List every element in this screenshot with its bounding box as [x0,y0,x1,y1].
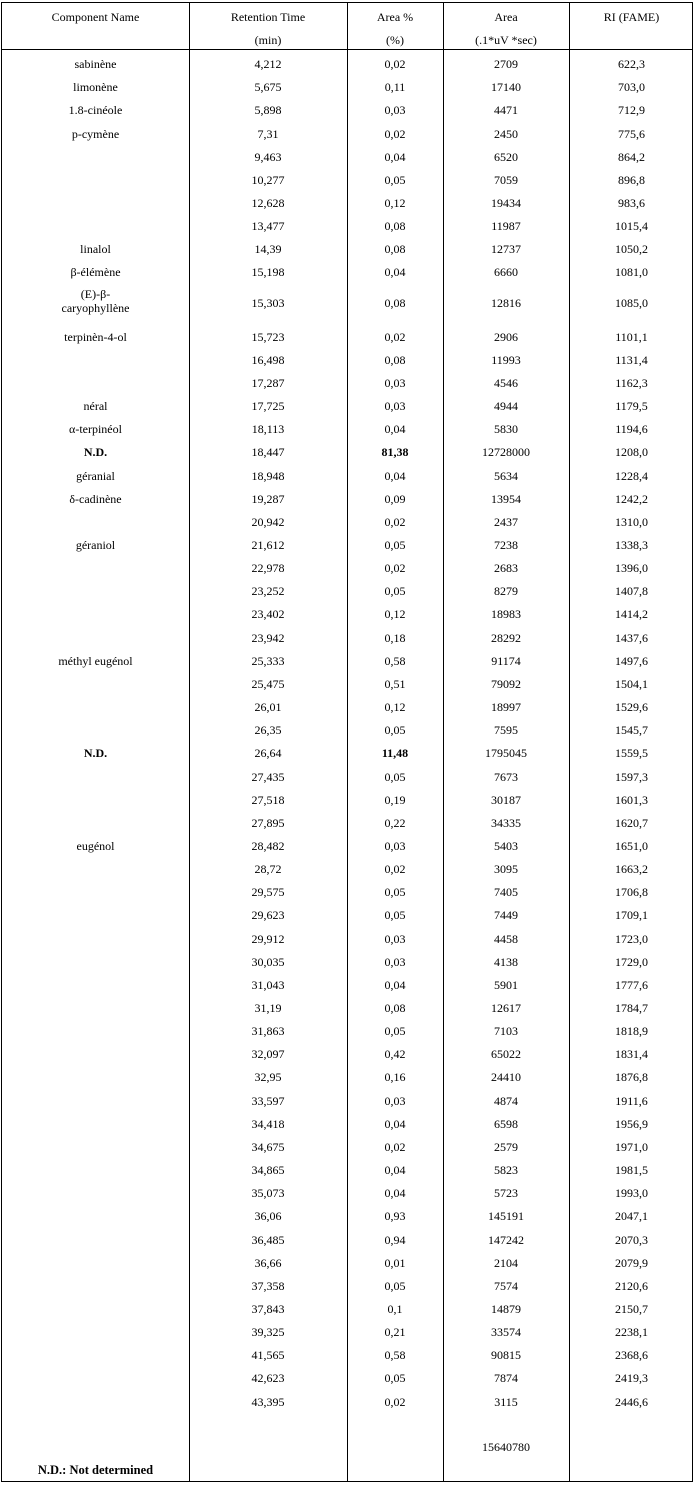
cell-pct: 0,03 [384,954,406,969]
cell-pct: 0,05 [384,1024,406,1039]
cell-rt: 4,212 [254,57,282,71]
cell-area: 11987 [491,219,521,234]
cell-area: 4944 [494,399,518,414]
cell-area: 28292 [491,630,521,645]
cell-ri: 1971,0 [615,1139,648,1154]
cell-area: 3115 [494,1394,518,1409]
cell-pct: 0,51 [384,676,406,691]
cell-area: 7874 [494,1371,518,1386]
cell-area: 7103 [494,1024,518,1039]
cell-rt: 9,463 [254,149,282,164]
cell-rt: 41,565 [251,1348,285,1363]
cell-rt: 30,035 [251,954,285,969]
cell-ri: 712,9 [618,103,645,118]
cell-area: 17140 [491,80,521,95]
cell-name: (E)-β-caryophyllène [61,286,130,315]
cell-area: 24410 [491,1070,521,1085]
cell-name: α-terpinéol [69,422,122,437]
cell-pct: 0,08 [384,295,406,310]
cell-name: linalol [80,242,111,257]
cell-pct: 0,05 [384,584,406,599]
cell-rt: 32,097 [251,1047,285,1062]
cell-pct: 0,02 [384,862,406,877]
cell-pct: 0,02 [384,1394,406,1409]
cell-pct: 0,11 [384,80,406,95]
cell-pct: 0,05 [384,1371,406,1386]
cell-ri: 703,0 [618,80,645,95]
cell-name: néral [83,399,108,414]
cell-ri: 1911,6 [615,1093,648,1108]
cell-rt: 34,675 [251,1139,285,1154]
cell-rt: 21,612 [251,538,285,552]
cell-name: géraniol [75,538,116,552]
cell-ri: 1545,7 [615,723,648,738]
cell-name: géranial [76,468,115,483]
cell-rt: 26,01 [254,700,282,714]
cell-area: 65022 [491,1047,521,1062]
cell-ri: 983,6 [618,195,645,210]
results-table [1,2,693,1482]
cell-pct: 0,08 [384,242,406,257]
cell-area: 4458 [494,931,518,946]
cell-rt: 35,073 [251,1186,285,1201]
cell-name: δ-cadinène [69,491,122,506]
cell-ri: 2368,6 [615,1348,648,1363]
cell-ri: 1709,1 [615,908,648,923]
total-area: 15640780 [482,1440,530,1454]
cell-area: 30187 [491,792,521,807]
cell-rt: 27,435 [251,769,285,784]
cell-pct: 0,02 [384,561,406,576]
cell-pct: 0,12 [384,607,406,622]
cell-ri: 2238,1 [615,1325,648,1340]
cell-ri: 2120,6 [615,1278,648,1293]
cell-name: méthyl eugénol [58,653,133,668]
cell-ri: 1651,0 [615,838,648,853]
cell-rt: 23,402 [251,607,285,622]
cell-ri: 1729,0 [615,954,648,969]
header-retention-unit: (min) [254,33,282,47]
cell-ri: 1876,8 [615,1070,648,1085]
cell-ri: 2419,3 [615,1371,648,1386]
cell-rt: 26,64 [254,746,282,761]
cell-ri: 1310,0 [615,514,648,529]
cell-pct: 0,16 [384,1070,406,1085]
cell-ri: 2150,7 [615,1302,648,1316]
cell-rt: 15,723 [251,329,285,344]
cell-rt: 36,66 [254,1255,282,1270]
cell-area: 12737 [491,242,521,257]
cell-pct: 0,02 [384,1139,406,1154]
cell-rt: 18,447 [251,445,285,460]
cell-ri: 1015,4 [615,219,648,234]
cell-pct: 0,94 [384,1232,406,1247]
cell-rt: 33,597 [251,1093,285,1108]
cell-area: 2437 [494,514,518,529]
cell-area: 2450 [494,126,518,141]
cell-pct: 0,08 [384,1001,406,1015]
cell-area: 5403 [494,838,518,853]
cell-area: 145191 [488,1209,524,1224]
cell-rt: 5,898 [254,103,282,118]
cell-area: 12728000 [482,445,530,460]
cell-area: 7238 [494,538,518,552]
cell-pct: 0,12 [384,195,406,210]
cell-rt: 39,325 [251,1325,285,1340]
cell-ri: 1414,2 [615,607,648,622]
cell-pct: 11,48 [381,746,409,761]
cell-pct: 0,05 [384,885,406,900]
cell-area: 5901 [494,977,518,992]
cell-pct: 0,58 [384,1348,406,1363]
cell-area: 2104 [494,1255,518,1270]
cell-rt: 17,287 [251,375,285,390]
cell-area: 34335 [491,815,521,830]
cell-area: 6660 [494,265,518,280]
cell-ri: 1784,7 [615,1001,648,1015]
cell-pct: 0,02 [384,514,406,529]
cell-rt: 17,725 [251,399,285,414]
cell-rt: 37,358 [251,1278,285,1293]
cell-area: 12816 [491,295,521,310]
cell-pct: 0,05 [384,1278,406,1293]
cell-pct: 0,05 [384,769,406,784]
cell-pct: 0,04 [384,468,406,483]
cell-pct: 0,42 [384,1047,406,1062]
cell-area: 4138 [494,954,518,969]
cell-area: 4471 [494,103,518,118]
cell-area: 11993 [491,352,521,367]
cell-rt: 31,043 [251,977,285,992]
cell-rt: 34,865 [251,1163,285,1177]
cell-ri: 1437,6 [615,630,648,645]
cell-ri: 2446,6 [615,1394,648,1409]
cell-pct: 0,04 [384,149,406,164]
cell-name: eugénol [76,838,115,853]
cell-rt: 25,475 [251,676,285,691]
cell-ri: 1131,4 [615,352,648,367]
cell-rt: 16,498 [251,352,285,367]
cell-area: 8279 [494,584,518,599]
cell-pct: 0,09 [384,491,406,506]
header-ri: RI (FAME) [603,10,660,24]
cell-pct: 0,05 [384,538,406,552]
cell-pct: 0,04 [384,265,406,280]
cell-ri: 1194,6 [615,422,648,437]
cell-pct: 0,22 [384,815,406,830]
cell-area: 18983 [491,607,521,622]
header-area-pct-unit: (%) [386,33,404,47]
cell-pct: 0,93 [384,1209,406,1224]
cell-rt: 14,39 [254,242,282,257]
cell-area: 5723 [494,1186,518,1201]
cell-rt: 19,287 [251,491,285,506]
cell-area: 5634 [494,468,518,483]
cell-ri: 1407,8 [615,584,648,599]
cell-area: 79092 [491,676,521,691]
cell-pct: 0,03 [384,931,406,946]
cell-area: 13954 [491,491,521,506]
footnote: N.D.: Not determined [37,1463,154,1477]
header-area-pct: Area % [376,10,414,24]
cell-rt: 42,623 [251,1371,285,1386]
cell-ri: 1981,5 [615,1163,648,1177]
cell-pct: 0,04 [384,422,406,437]
header-retention-time: Retention Time [230,10,306,24]
cell-pct: 81,38 [381,445,409,460]
cell-pct: 0,58 [384,653,406,668]
cell-area: 90815 [491,1348,521,1363]
cell-area: 4546 [494,375,518,390]
cell-ri: 1081,0 [615,265,648,280]
cell-pct: 0,01 [384,1255,406,1270]
cell-rt: 28,482 [251,838,285,853]
cell-rt: 29,623 [251,908,285,923]
cell-ri: 1228,4 [615,468,648,483]
cell-area: 1795045 [485,746,527,761]
cell-pct: 0,03 [384,375,406,390]
cell-rt: 27,895 [251,815,285,830]
cell-ri: 896,8 [618,172,645,187]
cell-rt: 23,252 [251,584,285,599]
header-area: Area [494,10,518,24]
cell-area: 12617 [491,1001,521,1015]
cell-ri: 1208,0 [615,445,648,460]
cell-pct: 0,04 [384,1186,406,1201]
cell-rt: 43,395 [251,1394,285,1409]
cell-area: 6598 [494,1116,518,1131]
cell-name: p-cymène [71,126,120,141]
cell-rt: 27,518 [251,792,285,807]
cell-ri: 1396,0 [615,561,648,576]
cell-pct: 0,03 [384,399,406,414]
cell-rt: 7,31 [257,126,279,141]
cell-rt: 25,333 [251,653,285,668]
cell-ri: 1663,2 [615,862,648,877]
cell-ri: 1050,2 [615,242,648,257]
cell-pct: 0,05 [384,723,406,738]
cell-ri: 1559,5 [615,746,648,761]
cell-area: 33574 [491,1325,521,1340]
cell-rt: 5,675 [254,80,282,95]
cell-pct: 0,18 [384,630,406,645]
cell-pct: 0,03 [384,1093,406,1108]
cell-pct: 0,21 [384,1325,406,1340]
cell-ri: 1956,9 [615,1116,648,1131]
cell-area: 3095 [494,862,518,877]
cell-ri: 1101,1 [615,329,648,344]
cell-ri: 1831,4 [615,1047,648,1062]
cell-area: 6520 [494,149,518,164]
cell-name: N.D. [83,746,108,761]
cell-pct: 0,02 [384,126,406,141]
cell-rt: 26,35 [254,723,282,738]
cell-pct: 0,04 [384,977,406,992]
cell-ri: 1085,0 [615,295,648,310]
cell-name: 1.8-cinéole [68,103,123,118]
cell-area: 147242 [488,1232,524,1247]
cell-rt: 13,477 [251,219,285,234]
cell-ri: 1818,9 [615,1024,648,1039]
cell-pct: 0,05 [384,908,406,923]
cell-rt: 18,948 [251,468,285,483]
cell-name: N.D. [83,445,108,460]
cell-area: 18997 [491,700,521,714]
cell-area: 5830 [494,422,518,437]
cell-area: 7574 [494,1278,518,1293]
cell-pct: 0,08 [384,219,406,234]
cell-area: 91174 [491,653,521,668]
cell-ri: 1162,3 [615,375,648,390]
cell-ri: 1993,0 [615,1186,648,1201]
cell-rt: 34,418 [251,1116,285,1131]
cell-rt: 12,628 [251,195,285,210]
cell-rt: 18,113 [251,422,285,437]
cell-rt: 20,942 [251,514,285,529]
cell-pct: 0,04 [384,1116,406,1131]
cell-pct: 0,05 [384,172,406,187]
cell-ri: 2047,1 [615,1209,648,1224]
cell-area: 7405 [494,885,518,900]
cell-ri: 1242,2 [615,491,648,506]
cell-pct: 0,03 [384,838,406,853]
header-area-unit: (.1*uV *sec) [475,33,537,47]
cell-rt: 31,19 [254,1001,282,1015]
cell-ri: 1597,3 [615,769,648,784]
cell-rt: 10,277 [251,172,285,187]
cell-ri: 1601,3 [615,792,648,807]
cell-name: limonène [73,80,118,95]
cell-area: 4874 [494,1093,518,1108]
cell-ri: 1723,0 [615,931,648,946]
cell-area: 5823 [494,1163,518,1177]
cell-ri: 1179,5 [615,399,648,414]
cell-ri: 1706,8 [615,885,648,900]
cell-name: β-élémène [70,265,121,280]
header-component-name: Component Name [51,10,140,24]
cell-area: 7449 [494,908,518,923]
cell-name: sabinène [74,57,117,71]
cell-ri: 2079,9 [615,1255,648,1270]
cell-rt: 36,485 [251,1232,285,1247]
cell-area: 7059 [494,172,518,187]
cell-rt: 37,843 [251,1302,285,1316]
cell-area: 19434 [491,195,521,210]
cell-rt: 29,575 [251,885,285,900]
cell-ri: 1497,6 [615,653,648,668]
cell-pct: 0,19 [384,792,406,807]
cell-area: 2906 [494,329,518,344]
cell-area: 2579 [494,1139,518,1154]
cell-pct: 0,08 [384,352,406,367]
cell-pct: 0,1 [387,1302,403,1316]
cell-ri: 775,6 [618,126,645,141]
cell-area: 7673 [494,769,518,784]
header-divider [2,49,692,50]
cell-pct: 0,02 [384,329,406,344]
cell-name: terpinèn-4-ol [64,329,127,344]
cell-area: 7595 [494,723,518,738]
cell-ri: 1504,1 [615,676,648,691]
cell-ri: 1529,6 [615,700,648,714]
cell-ri: 1338,3 [615,538,648,552]
cell-rt: 15,198 [251,265,285,280]
cell-pct: 0,02 [384,57,406,71]
cell-area: 14879 [491,1302,521,1316]
cell-ri: 2070,3 [615,1232,648,1247]
cell-ri: 864,2 [618,149,645,164]
cell-pct: 0,04 [384,1163,406,1177]
cell-rt: 32,95 [254,1070,282,1085]
cell-rt: 23,942 [251,630,285,645]
cell-rt: 28,72 [254,862,282,877]
cell-ri: 1620,7 [615,815,648,830]
cell-pct: 0,03 [384,103,406,118]
cell-rt: 29,912 [251,931,285,946]
cell-rt: 31,863 [251,1024,285,1039]
cell-area: 2709 [494,57,518,71]
cell-rt: 15,303 [251,295,285,310]
cell-rt: 36,06 [254,1209,282,1224]
cell-area: 2683 [494,561,518,576]
cell-rt: 22,978 [251,561,285,576]
cell-ri: 622,3 [618,57,645,71]
cell-pct: 0,12 [384,700,406,714]
cell-ri: 1777,6 [615,977,648,992]
